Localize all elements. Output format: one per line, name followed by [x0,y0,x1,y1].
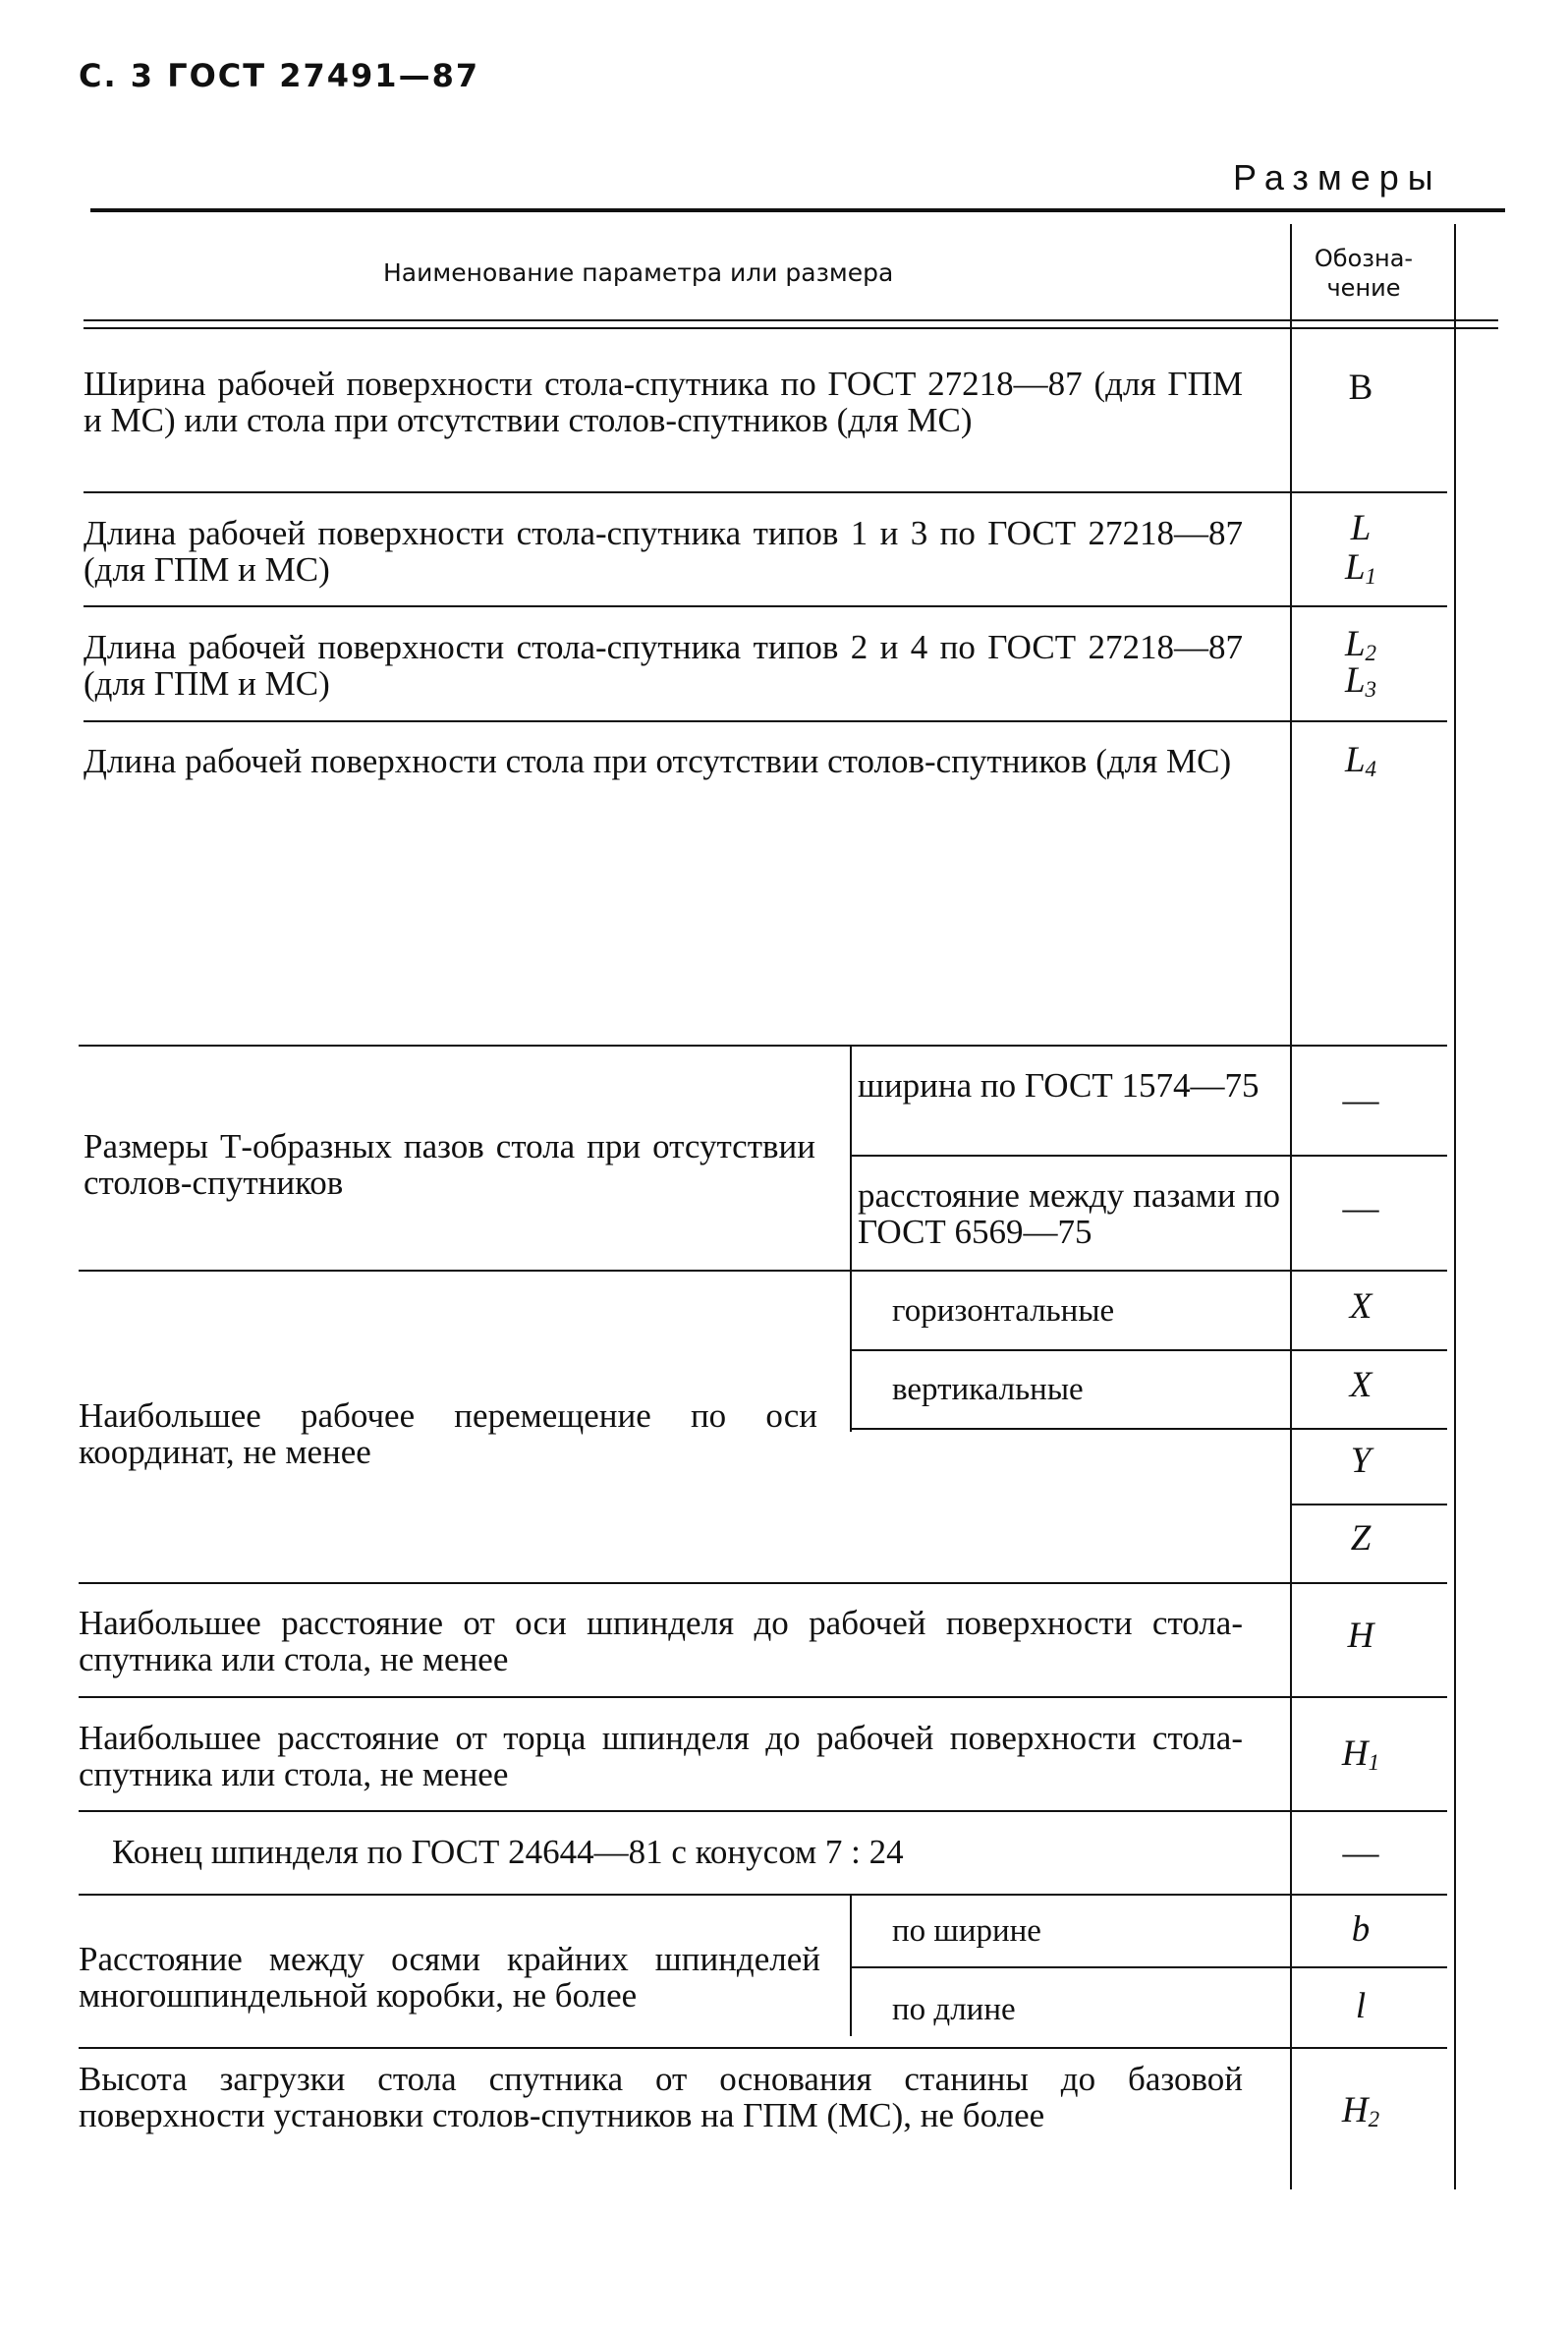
row-3-text: Длина рабочей поверхности стола-спутника типов 2 и 4 по ГОСТ 27218—87 (для ГПМ и МС) [84,628,1243,703]
sub-row-divider [850,1966,1447,1968]
column-header-name: Наименование параметра или размера [383,258,894,287]
row-3-symbol-2 [1287,661,1434,710]
header-bottom-rule-2 [84,327,1498,329]
row-6-extra-symbol-1: Y [1350,1441,1372,1481]
row-3-symbol-1-letter: L [1344,624,1366,664]
row-divider [79,1582,1447,1584]
sub-column-border [850,1045,852,1271]
row-divider [79,1045,1447,1047]
row-9-symbol: — [1342,1833,1379,1873]
sub-row-divider [850,1155,1447,1157]
table-caption: Размеры [1233,157,1442,198]
column-header-symbol-line2: чение [1326,274,1401,302]
row-5-sub-2-symbol: — [1342,1188,1379,1228]
row-6-sub-2-symbol: X [1349,1365,1372,1405]
row-5-sub-1-symbol: — [1342,1080,1379,1120]
row-11-text: Высота загрузки стола спутника от основания станины до базовой поверхности установки столов-спутников на ГПМ (МС), не более [79,2060,1243,2134]
row-divider [79,1810,1447,1812]
row-6-text: Наибольшее рабочее перемещение по оси координат, не менее [79,1396,817,1471]
row-divider [79,2047,1447,2049]
row-10-sub-2-symbol: l [1355,1986,1367,2026]
row-4-symbol-letter: L [1344,740,1366,780]
row-10-sub-2-text: по длине [892,1992,1016,2027]
column-header-symbol [1295,244,1432,303]
header-bottom-rule [84,319,1498,321]
column-header-symbol-line1: Обозна- [1314,245,1414,272]
row-4-symbol-sub: 4 [1365,757,1377,781]
row-8-symbol [1287,1734,1434,1783]
page-header: С. 3 ГОСТ 27491—87 [79,57,480,94]
row-8-symbol-sub: 1 [1368,1750,1380,1775]
row-10-text: Расстояние между осями крайних шпинделей многошпиндельной коробки, не более [79,1940,820,2015]
row-2-text: Длина рабочей поверхности стола-спутника типов 1 и 3 по ГОСТ 27218—87 (для ГПМ и МС) [84,514,1243,589]
row-1-symbol: B [1348,368,1373,408]
row-divider [84,491,1447,493]
row-4-symbol [1287,741,1434,789]
row-2-symbol-2 [1287,548,1434,596]
row-9-text: Конец шпинделя по ГОСТ 24644—81 с конусом 7 : 24 [112,1833,904,1871]
row-4-text: Длина рабочей поверхности стола при отсутствии столов-спутников (для МС) [84,742,1232,780]
sub-row-divider [850,1349,1447,1351]
row-6-sub-1-symbol: X [1349,1286,1372,1327]
row-10-sub-1-text: по ширине [892,1913,1041,1949]
row-5-sub-2-text: расстояние между пазами по ГОСТ 6569—75 [858,1176,1280,1251]
row-3-symbol-1-sub: 2 [1365,641,1377,665]
row-6-extra-symbol-2: Z [1350,1518,1372,1559]
row-5-text: Размеры Т-образных пазов стола при отсутствии столов-спутников [84,1127,815,1202]
row-divider [79,1696,1447,1698]
row-11-symbol-sub: 2 [1368,2107,1380,2131]
row-8-text: Наибольшее расстояние от торца шпинделя до рабочей поверхности стола-спутника или стола, не менее [79,1719,1243,1793]
symbol-column-right-border [1454,224,1456,2189]
row-7-symbol: H [1347,1616,1374,1656]
row-5-sub-1-text: ширина по ГОСТ 1574—75 [858,1066,1260,1105]
row-2-symbol-2-letter: L [1344,547,1366,588]
sub-row-divider [850,1428,1447,1430]
row-3-symbol-2-letter: L [1344,660,1366,701]
row-3-symbol-2-sub: 3 [1365,677,1377,702]
table-top-rule [90,208,1505,212]
row-2-symbol-1: L [1350,508,1372,548]
row-11-symbol-letter: H [1341,2090,1369,2130]
row-divider [79,1894,1447,1896]
row-divider [84,605,1447,607]
sub-row-divider [1290,1504,1447,1505]
row-11-symbol [1287,2091,1434,2139]
row-2-symbol-2-sub: 1 [1365,564,1377,589]
row-divider [79,1270,1447,1272]
row-6-sub-1-text: горизонтальные [892,1293,1115,1329]
row-divider [84,720,1447,722]
sub-column-border [850,1894,852,2036]
row-1-text: Ширина рабочей поверхности стола-спутника по ГОСТ 27218—87 (для ГПМ и МС) или стола при отсутствии столов-спутников (для МС) [84,365,1243,439]
row-8-symbol-letter: H [1341,1733,1369,1774]
row-6-sub-2-text: вертикальные [892,1372,1084,1407]
row-10-sub-1-symbol: b [1351,1909,1371,1950]
row-7-text: Наибольшее расстояние от оси шпинделя до рабочей поверхности стола-спутника или стола, не менее [79,1604,1243,1678]
